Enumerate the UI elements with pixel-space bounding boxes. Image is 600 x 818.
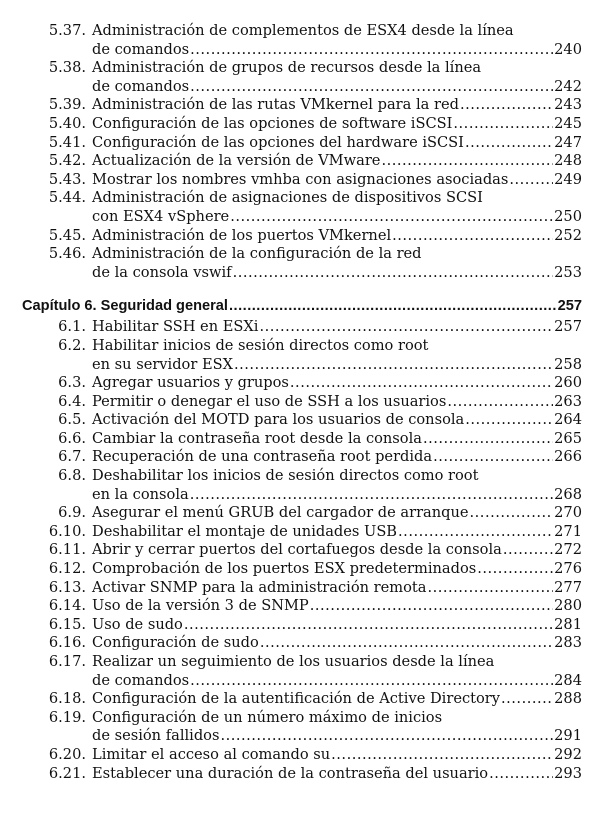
entry-page-number: 292: [554, 745, 582, 763]
leader-dots: [433, 448, 553, 467]
section-5-entries: [0, 22, 600, 282]
entry-number: 6.16.: [48, 634, 86, 652]
entry-body: [92, 523, 582, 542]
entry-body: [92, 597, 582, 616]
leader-dots: [503, 541, 553, 560]
leader-dots: [465, 134, 553, 153]
entry-body: [92, 541, 582, 560]
entry-number: 5.45.: [48, 226, 86, 244]
entry-page-number: 276: [554, 560, 582, 578]
entry-body: [92, 467, 582, 504]
entry-number: 6.12.: [48, 560, 86, 578]
toc-entry[interactable]: [0, 393, 600, 412]
entry-body: [92, 115, 582, 134]
entry-body: [92, 653, 582, 690]
entry-number: 6.3.: [58, 374, 86, 392]
entry-body: [92, 560, 582, 579]
leader-dots: [190, 672, 553, 691]
entry-body: [92, 152, 582, 171]
entry-page-number: 293: [554, 764, 582, 782]
toc-entry[interactable]: [0, 634, 600, 653]
entry-number: 6.10.: [48, 522, 86, 540]
leader-dots: [234, 356, 553, 375]
entry-page-number: 283: [554, 634, 582, 652]
entry-title-line: Limitar el acceso al comando su: [92, 745, 331, 763]
toc-entry[interactable]: [0, 337, 600, 374]
entry-page-number: 242: [554, 77, 582, 95]
entry-number: 5.39.: [48, 96, 86, 114]
leader-dots: [501, 690, 553, 709]
leader-dots: [465, 411, 553, 430]
entry-number: 5.46.: [48, 245, 86, 263]
entry-title-line: Habilitar inicios de sesión directos como root: [92, 336, 429, 354]
entry-number: 5.44.: [48, 189, 86, 207]
entry-title-line: de comandos: [92, 77, 190, 95]
entry-body: [92, 709, 582, 746]
toc-entry[interactable]: [0, 189, 600, 226]
toc-entry[interactable]: [0, 653, 600, 690]
toc-entry[interactable]: [0, 115, 600, 134]
entry-body: [92, 765, 582, 784]
entry-number: 5.43.: [48, 170, 86, 188]
entry-title-line: Actualización de la versión de VMware: [92, 152, 381, 170]
entry-body: [92, 579, 582, 598]
entry-page-number: 257: [554, 318, 582, 336]
table-of-contents: [0, 22, 600, 783]
entry-page-number: 253: [554, 263, 582, 281]
leader-dots: [190, 78, 553, 97]
toc-entry[interactable]: [0, 579, 600, 598]
entry-number: 5.42.: [48, 152, 86, 170]
entry-title-line: Administración de asignaciones de dispositivos SCSI: [92, 189, 483, 207]
entry-number: 5.40.: [48, 114, 86, 132]
entry-number: 5.38.: [48, 59, 86, 77]
entry-title-line: Uso de sudo: [92, 615, 183, 633]
entry-title-line: con ESX4 vSphere: [92, 207, 230, 225]
entry-title-line: Administración de la configuración de la red: [92, 245, 422, 263]
toc-entry[interactable]: [0, 152, 600, 171]
entry-title-line: Abrir y cerrar puertos del cortafuegos desde la consola: [92, 541, 502, 559]
entry-page-number: 270: [554, 504, 582, 522]
toc-entry[interactable]: [0, 467, 600, 504]
entry-body: [92, 393, 582, 412]
leader-dots: [230, 208, 553, 227]
leader-dots: [427, 579, 553, 598]
entry-number: 6.6.: [58, 429, 86, 447]
entry-number: 6.13.: [48, 578, 86, 596]
leader-dots: [190, 41, 553, 60]
entry-number: 6.5.: [58, 411, 86, 429]
entry-page-number: 291: [554, 727, 582, 745]
entry-title-line: Administración de los puertos VMkernel: [92, 226, 392, 244]
entry-title-line: Establecer una duración de la contraseña del usuario: [92, 764, 489, 782]
entry-number: 6.2.: [58, 336, 86, 354]
leader-dots: [233, 264, 554, 283]
entry-page-number: 249: [554, 170, 582, 188]
entry-title-line: Cambiar la contraseña root desde la consola: [92, 429, 422, 447]
leader-dots: [331, 746, 553, 765]
entry-body: [92, 746, 582, 765]
leader-dots: [470, 504, 554, 523]
leader-dots: [477, 560, 553, 579]
entry-page-number: 284: [554, 671, 582, 689]
entry-body: [92, 690, 582, 709]
entry-title-line: Recuperación de una contraseña root perdida: [92, 448, 433, 466]
toc-entry[interactable]: [0, 765, 600, 784]
entry-page-number: 271: [554, 522, 582, 540]
leader-dots: [184, 616, 553, 635]
toc-entry[interactable]: [0, 597, 600, 616]
entry-page-number: 243: [554, 96, 582, 114]
section-6-entries: [0, 318, 600, 783]
entry-number: 6.7.: [58, 448, 86, 466]
entry-body: [92, 504, 582, 523]
entry-title-line: Administración de las rutas VMkernel para la red: [92, 96, 459, 114]
entry-number: 6.14.: [48, 597, 86, 615]
entry-body: [92, 318, 582, 337]
entry-title-line: Administración de complementos de ESX4 desde la línea: [92, 22, 514, 39]
leader-dots: [423, 430, 553, 449]
chapter-title: Capítulo 6. Seguridad general: [22, 298, 228, 315]
toc-entry[interactable]: [0, 245, 600, 282]
toc-entry[interactable]: [0, 541, 600, 560]
entry-body: [92, 430, 582, 449]
leader-dots: [398, 523, 553, 542]
entry-title-line: Configuración de sudo: [92, 634, 259, 652]
toc-entry[interactable]: [0, 690, 600, 709]
entry-body: [92, 448, 582, 467]
entry-title-line: Administración de grupos de recursos desde la línea: [92, 59, 482, 77]
entry-page-number: 277: [554, 578, 582, 596]
leader-dots: [259, 318, 553, 337]
entry-page-number: 266: [554, 448, 582, 466]
toc-entry[interactable]: [0, 411, 600, 430]
leader-dots: [489, 765, 553, 784]
entry-body: [92, 171, 582, 190]
toc-entry[interactable]: [0, 59, 600, 96]
entry-title-line: Configuración de un número máximo de inicios: [92, 708, 443, 726]
entry-page-number: 288: [554, 690, 582, 708]
entry-title-line: Permitir o denegar el uso de SSH a los usuarios: [92, 392, 447, 410]
entry-page-number: 268: [554, 485, 582, 503]
leader-dots: [220, 727, 553, 746]
entry-title-line: Deshabilitar los inicios de sesión directos como root: [92, 467, 479, 485]
entry-body: [92, 134, 582, 153]
entry-body: [92, 22, 582, 59]
leader-dots: [453, 115, 553, 134]
entry-page-number: 264: [554, 411, 582, 429]
entry-body: [92, 374, 582, 393]
toc-entry[interactable]: [0, 134, 600, 153]
entry-number: 6.17.: [48, 653, 86, 670]
entry-page-number: 248: [554, 152, 582, 170]
entry-number: 6.15.: [48, 615, 86, 633]
chapter-page-number: 257: [557, 298, 582, 315]
entry-body: [92, 616, 582, 635]
leader-dots: [310, 597, 553, 616]
entry-body: [92, 59, 582, 96]
entry-number: 5.41.: [48, 133, 86, 151]
entry-number: 6.11.: [48, 541, 86, 559]
entry-title-line: Agregar usuarios y grupos: [92, 374, 289, 392]
entry-number: 6.21.: [48, 764, 86, 782]
entry-title-line: Asegurar el menú GRUB del cargador de arranque: [92, 504, 469, 522]
entry-number: 6.9.: [58, 504, 86, 522]
entry-page-number: 281: [554, 615, 582, 633]
entry-title-line: de comandos: [92, 40, 190, 58]
leader-dots: [509, 171, 553, 190]
entry-page-number: 280: [554, 597, 582, 615]
entry-number: 6.18.: [48, 690, 86, 708]
entry-page-number: 263: [554, 392, 582, 410]
toc-entry[interactable]: [0, 523, 600, 542]
entry-page-number: 250: [554, 207, 582, 225]
entry-number: 6.1.: [58, 318, 86, 336]
leader-dots: [190, 486, 553, 505]
entry-page-number: 240: [554, 40, 582, 58]
leader-dots: [290, 374, 553, 393]
entry-title-line: Deshabilitar el montaje de unidades USB: [92, 522, 398, 540]
leader-dots: [260, 634, 553, 653]
entry-page-number: 272: [554, 541, 582, 559]
entry-title-line: Comprobación de los puertos ESX predeterminados: [92, 560, 477, 578]
entry-title-line: Mostrar los nombres vmhba con asignaciones asociadas: [92, 170, 509, 188]
entry-title-line: Realizar un seguimiento de los usuarios desde la línea: [92, 653, 495, 670]
toc-entry[interactable]: [0, 709, 600, 746]
chapter-heading[interactable]: [0, 296, 600, 316]
entry-title-line: de comandos: [92, 671, 190, 689]
leader-dots: [381, 152, 553, 171]
entry-title-line: Configuración de las opciones del hardware iSCSI: [92, 133, 464, 151]
entry-number: 5.37.: [48, 22, 86, 39]
toc-entry[interactable]: [0, 746, 600, 765]
entry-body: [92, 245, 582, 282]
toc-entry[interactable]: [0, 560, 600, 579]
toc-entry[interactable]: [0, 96, 600, 115]
leader-dots: [460, 96, 553, 115]
entry-title-line: de sesión fallidos: [92, 727, 220, 745]
toc-entry[interactable]: [0, 374, 600, 393]
entry-page-number: 252: [554, 226, 582, 244]
toc-entry[interactable]: [0, 616, 600, 635]
leader-dots: [447, 393, 553, 412]
entry-number: 6.8.: [58, 467, 86, 485]
toc-entry[interactable]: [0, 318, 600, 337]
entry-title-line: de la consola vswif: [92, 263, 232, 281]
entry-title-line: Activación del MOTD para los usuarios de consola: [92, 411, 465, 429]
entry-body: [92, 337, 582, 374]
entry-number: 6.20.: [48, 745, 86, 763]
entry-title-line: Activar SNMP para la administración remota: [92, 578, 427, 596]
entry-title-line: en la consola: [92, 485, 189, 503]
entry-page-number: 258: [554, 355, 582, 373]
entry-title-line: Configuración de las opciones de software iSCSI: [92, 114, 453, 132]
toc-entry[interactable]: [0, 22, 600, 59]
entry-page-number: 247: [554, 133, 582, 151]
toc-entry[interactable]: [0, 448, 600, 467]
entry-title-line: Uso de la versión 3 de SNMP: [92, 597, 309, 615]
entry-number: 6.4.: [58, 392, 86, 410]
toc-entry[interactable]: [0, 430, 600, 449]
toc-entry[interactable]: [0, 504, 600, 523]
entry-page-number: 265: [554, 429, 582, 447]
entry-body: [92, 189, 582, 226]
entry-body: [92, 227, 582, 246]
entry-page-number: 260: [554, 374, 582, 392]
entry-number: 6.19.: [48, 708, 86, 726]
entry-body: [92, 634, 582, 653]
toc-entry[interactable]: [0, 171, 600, 190]
entry-page-number: 245: [554, 114, 582, 132]
entry-body: [92, 411, 582, 430]
entry-title-line: en su servidor ESX: [92, 355, 233, 373]
leader-dots: [392, 227, 553, 246]
entry-title-line: Habilitar SSH en ESXi: [92, 318, 259, 336]
entry-title-line: Configuración de la autentificación de Active Directory: [92, 690, 501, 708]
toc-entry[interactable]: [0, 227, 600, 246]
leader-dots: [229, 296, 557, 316]
entry-body: [92, 96, 582, 115]
